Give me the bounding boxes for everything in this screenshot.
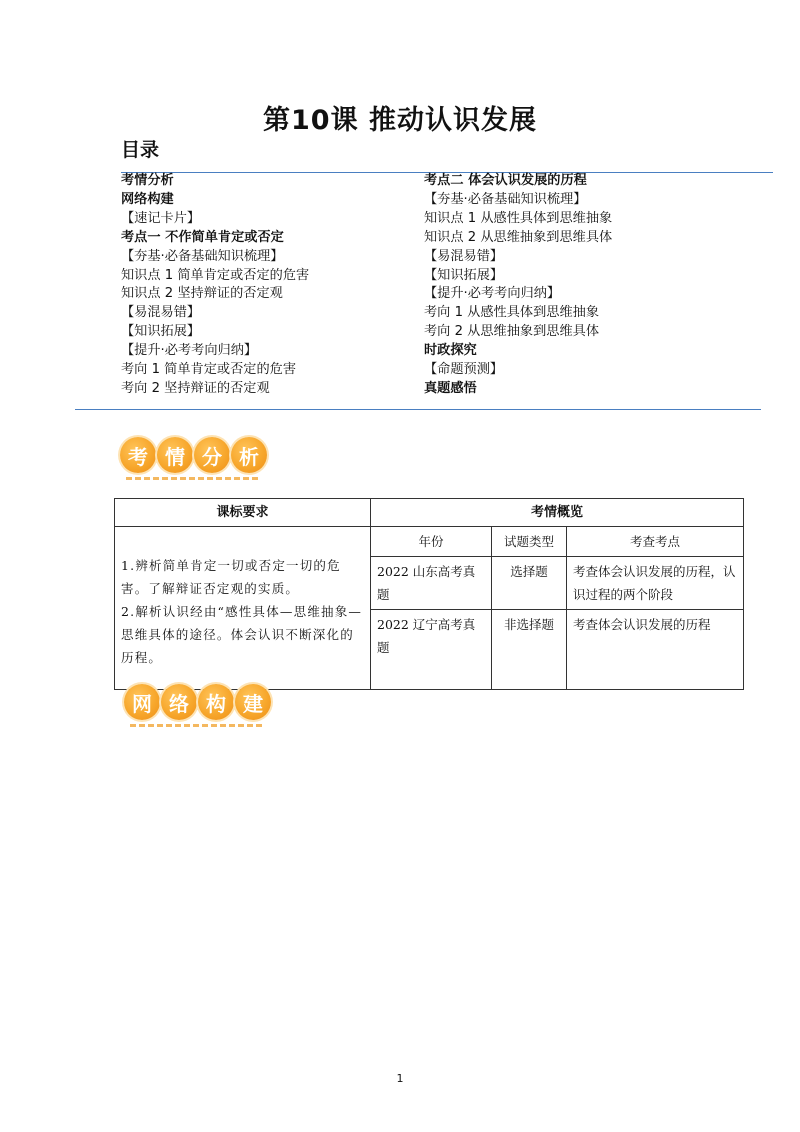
toc-item[interactable]: 【提升·必考考向归纳】 xyxy=(121,343,258,359)
subheader-type: 试题类型 xyxy=(492,527,567,557)
toc-item[interactable]: 考情分析 xyxy=(121,173,174,188)
toc-item[interactable]: 【夯基·必备基础知识梳理】 xyxy=(121,248,284,264)
badge-char: 考 xyxy=(120,437,156,473)
subheader-year: 年份 xyxy=(371,527,492,557)
page-number: 1 xyxy=(396,1072,404,1085)
toc-item[interactable]: 考点二 体会认识发展的历程 xyxy=(424,173,587,188)
badge-char: 建 xyxy=(235,684,271,720)
badge-char: 析 xyxy=(231,437,267,473)
toc-item[interactable]: 考向 2 从思维抽象到思维具体 xyxy=(424,324,600,340)
requirement-2: 2.解析认识经由“感性具体—思维抽象—思维具体的途径。体会认识不断深化的历程。 xyxy=(121,604,363,665)
badge-char: 构 xyxy=(198,684,234,720)
toc-item[interactable]: 真题感悟 xyxy=(424,380,477,396)
badge-char: 分 xyxy=(194,437,230,473)
row-type: 选择题 xyxy=(492,557,567,610)
row-year: 2022 辽宁高考真题 xyxy=(371,610,492,690)
row-point: 考查体会认识发展的历程，认识过程的两个阶段 xyxy=(567,557,744,610)
toc-item[interactable]: 【夯基·必备基础知识梳理】 xyxy=(424,191,587,207)
badge-char: 络 xyxy=(161,684,197,720)
toc-item[interactable]: 【命题预测】 xyxy=(424,362,504,378)
toc-item[interactable]: 考点一 不作简单肯定或否定 xyxy=(121,229,284,245)
toc-item[interactable]: 知识点 1 简单肯定或否定的危害 xyxy=(121,267,310,283)
badge-char: 情 xyxy=(157,437,193,473)
requirements-cell xyxy=(115,527,371,690)
toc-item[interactable]: 【速记卡片】 xyxy=(121,210,201,226)
toc-right-column xyxy=(424,172,612,399)
toc-item[interactable]: 知识点 2 从思维抽象到思维具体 xyxy=(424,229,613,245)
page-title: 第10课 推动认识发展 xyxy=(263,105,537,136)
toc-item[interactable]: 【易混易错】 xyxy=(121,305,201,321)
section-badge-exam-analysis xyxy=(120,437,267,473)
toc-item[interactable]: 时政探究 xyxy=(424,343,477,359)
section-badge-network xyxy=(124,684,271,720)
toc-bottom-rule xyxy=(75,409,761,410)
header-exam-overview: 考情概览 xyxy=(371,499,744,527)
toc-item[interactable]: 知识点 2 坚持辩证的否定观 xyxy=(121,286,283,302)
toc-left-column xyxy=(121,172,309,399)
toc-item[interactable]: 【知识拓展】 xyxy=(121,324,201,340)
header-curriculum: 课标要求 xyxy=(115,499,371,527)
toc-item[interactable]: 考向 1 从感性具体到思维抽象 xyxy=(424,305,600,321)
toc-item[interactable]: 【易混易错】 xyxy=(424,248,504,264)
toc-item[interactable]: 【知识拓展】 xyxy=(424,267,504,283)
requirement-1: 1.辨析简单肯定一切或否定一切的危害。了解辩证否定观的实质。 xyxy=(121,558,341,596)
toc-heading: 目录 xyxy=(121,139,160,161)
toc-item[interactable]: 知识点 1 从感性具体到思维抽象 xyxy=(424,210,613,226)
badge-underline xyxy=(126,477,261,480)
badge-underline xyxy=(130,724,265,727)
row-type: 非选择题 xyxy=(492,610,567,690)
subheader-point: 考查考点 xyxy=(567,527,744,557)
curriculum-table xyxy=(114,498,744,690)
row-point: 考查体会认识发展的历程 xyxy=(567,610,744,690)
badge-char: 网 xyxy=(124,684,160,720)
row-year: 2022 山东高考真题 xyxy=(371,557,492,610)
toc-item[interactable]: 考向 1 简单肯定或否定的危害 xyxy=(121,362,297,378)
toc-item[interactable]: 考向 2 坚持辩证的否定观 xyxy=(121,380,270,396)
toc-item[interactable]: 【提升·必考考向归纳】 xyxy=(424,286,561,302)
toc-item[interactable]: 网络构建 xyxy=(121,191,174,207)
